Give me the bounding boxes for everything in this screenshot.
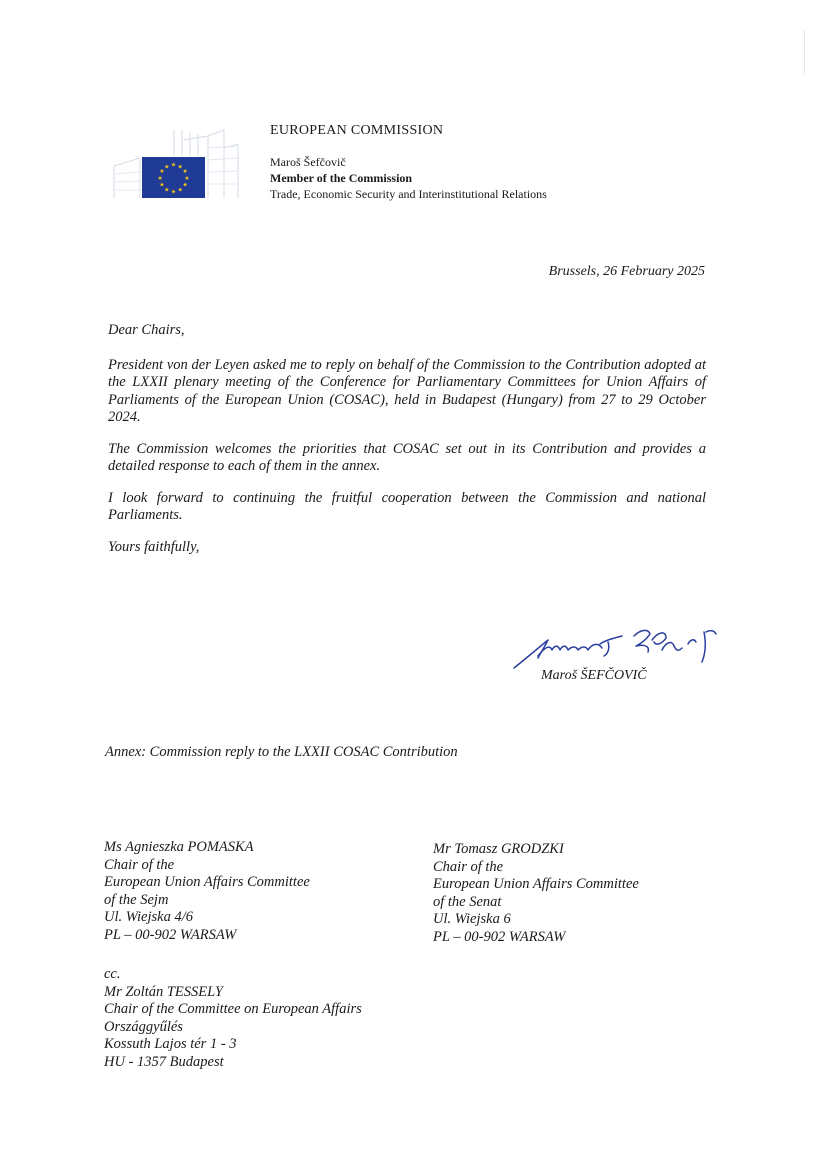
address-line: Ul. Wiejska 6	[433, 911, 511, 928]
address-line: of the Sejm	[104, 891, 169, 908]
svg-text:★: ★	[177, 186, 183, 194]
svg-text:★: ★	[182, 181, 188, 189]
address-line: cc.	[104, 966, 121, 982]
paragraph: President von der Leyen asked me to reply on behalf of the Commission to the Contribution adopted at the LXXII plenary meeting of the Conference for Parliamentary Committees for Union Affairs of Parliaments of the European Union (COSAC), held in Budapest (Hungary) from 27 to 29 October 2024.	[108, 356, 706, 425]
address-line: European Union Affairs Committee	[104, 874, 310, 891]
address-line: European Union Affairs Committee	[433, 876, 639, 893]
address-line: Ul. Wiejska 4/6	[104, 909, 194, 926]
address-line: Mr Zoltán TESSELY	[104, 983, 223, 1000]
svg-text:★: ★	[164, 163, 170, 171]
address-line: Chair of the Committee on European Affairs	[104, 1001, 362, 1018]
svg-text:★: ★	[184, 174, 190, 182]
scan-edge-mark	[804, 30, 805, 75]
cc-block	[104, 966, 362, 1072]
sender-portfolio: Trade, Economic Security and Interinstitutional Relations	[270, 187, 547, 201]
closing: Yours faithfully,	[108, 538, 200, 555]
address-line: Országgyűlés	[104, 1018, 183, 1035]
eu-flag-logo-icon	[112, 128, 240, 200]
address-line: Chair of the	[104, 856, 175, 873]
address-line: Ms Agnieszka POMASKA	[104, 839, 254, 855]
letter-date: Brussels, 26 February 2025	[548, 264, 705, 279]
address-line: Chair of the	[433, 858, 504, 875]
address-line: HU - 1357 Budapest	[104, 1053, 224, 1070]
address-line: Kossuth Lajos tér 1 - 3	[104, 1036, 237, 1053]
svg-text:★: ★	[159, 168, 165, 176]
svg-text:★: ★	[182, 168, 188, 176]
svg-text:★: ★	[170, 161, 177, 169]
svg-text:★: ★	[159, 181, 165, 189]
svg-text:★: ★	[157, 174, 163, 182]
annex-note: Annex: Commission reply to the LXXII COSAC Contribution	[105, 744, 458, 760]
address-line: PL – 00-902 WARSAW	[433, 928, 566, 945]
sender-role: Member of the Commission	[270, 171, 413, 185]
organization-name: EUROPEAN COMMISSION	[270, 123, 444, 138]
svg-text:★: ★	[170, 188, 177, 196]
paragraph: The Commission welcomes the priorities that COSAC set out in its Contribution and provides a detailed response to each of them in the annex.	[108, 440, 706, 474]
addressee-block	[104, 839, 310, 945]
address-line: Mr Tomasz GRODZKI	[433, 841, 564, 857]
salutation: Dear Chairs,	[108, 322, 185, 338]
paragraph: I look forward to continuing the fruitful cooperation between the Commission and national Parliaments.	[108, 489, 706, 523]
sender-name: Maroš Šefčovič	[270, 155, 346, 169]
letter-body	[108, 322, 706, 570]
svg-text:★: ★	[177, 163, 183, 171]
svg-text:★: ★	[164, 186, 170, 194]
addressee-block	[433, 841, 639, 947]
signatory-name: Maroš ŠEFČOVIČ	[541, 668, 647, 683]
address-line: PL – 00-902 WARSAW	[104, 926, 237, 943]
address-line: of the Senat	[433, 893, 502, 910]
